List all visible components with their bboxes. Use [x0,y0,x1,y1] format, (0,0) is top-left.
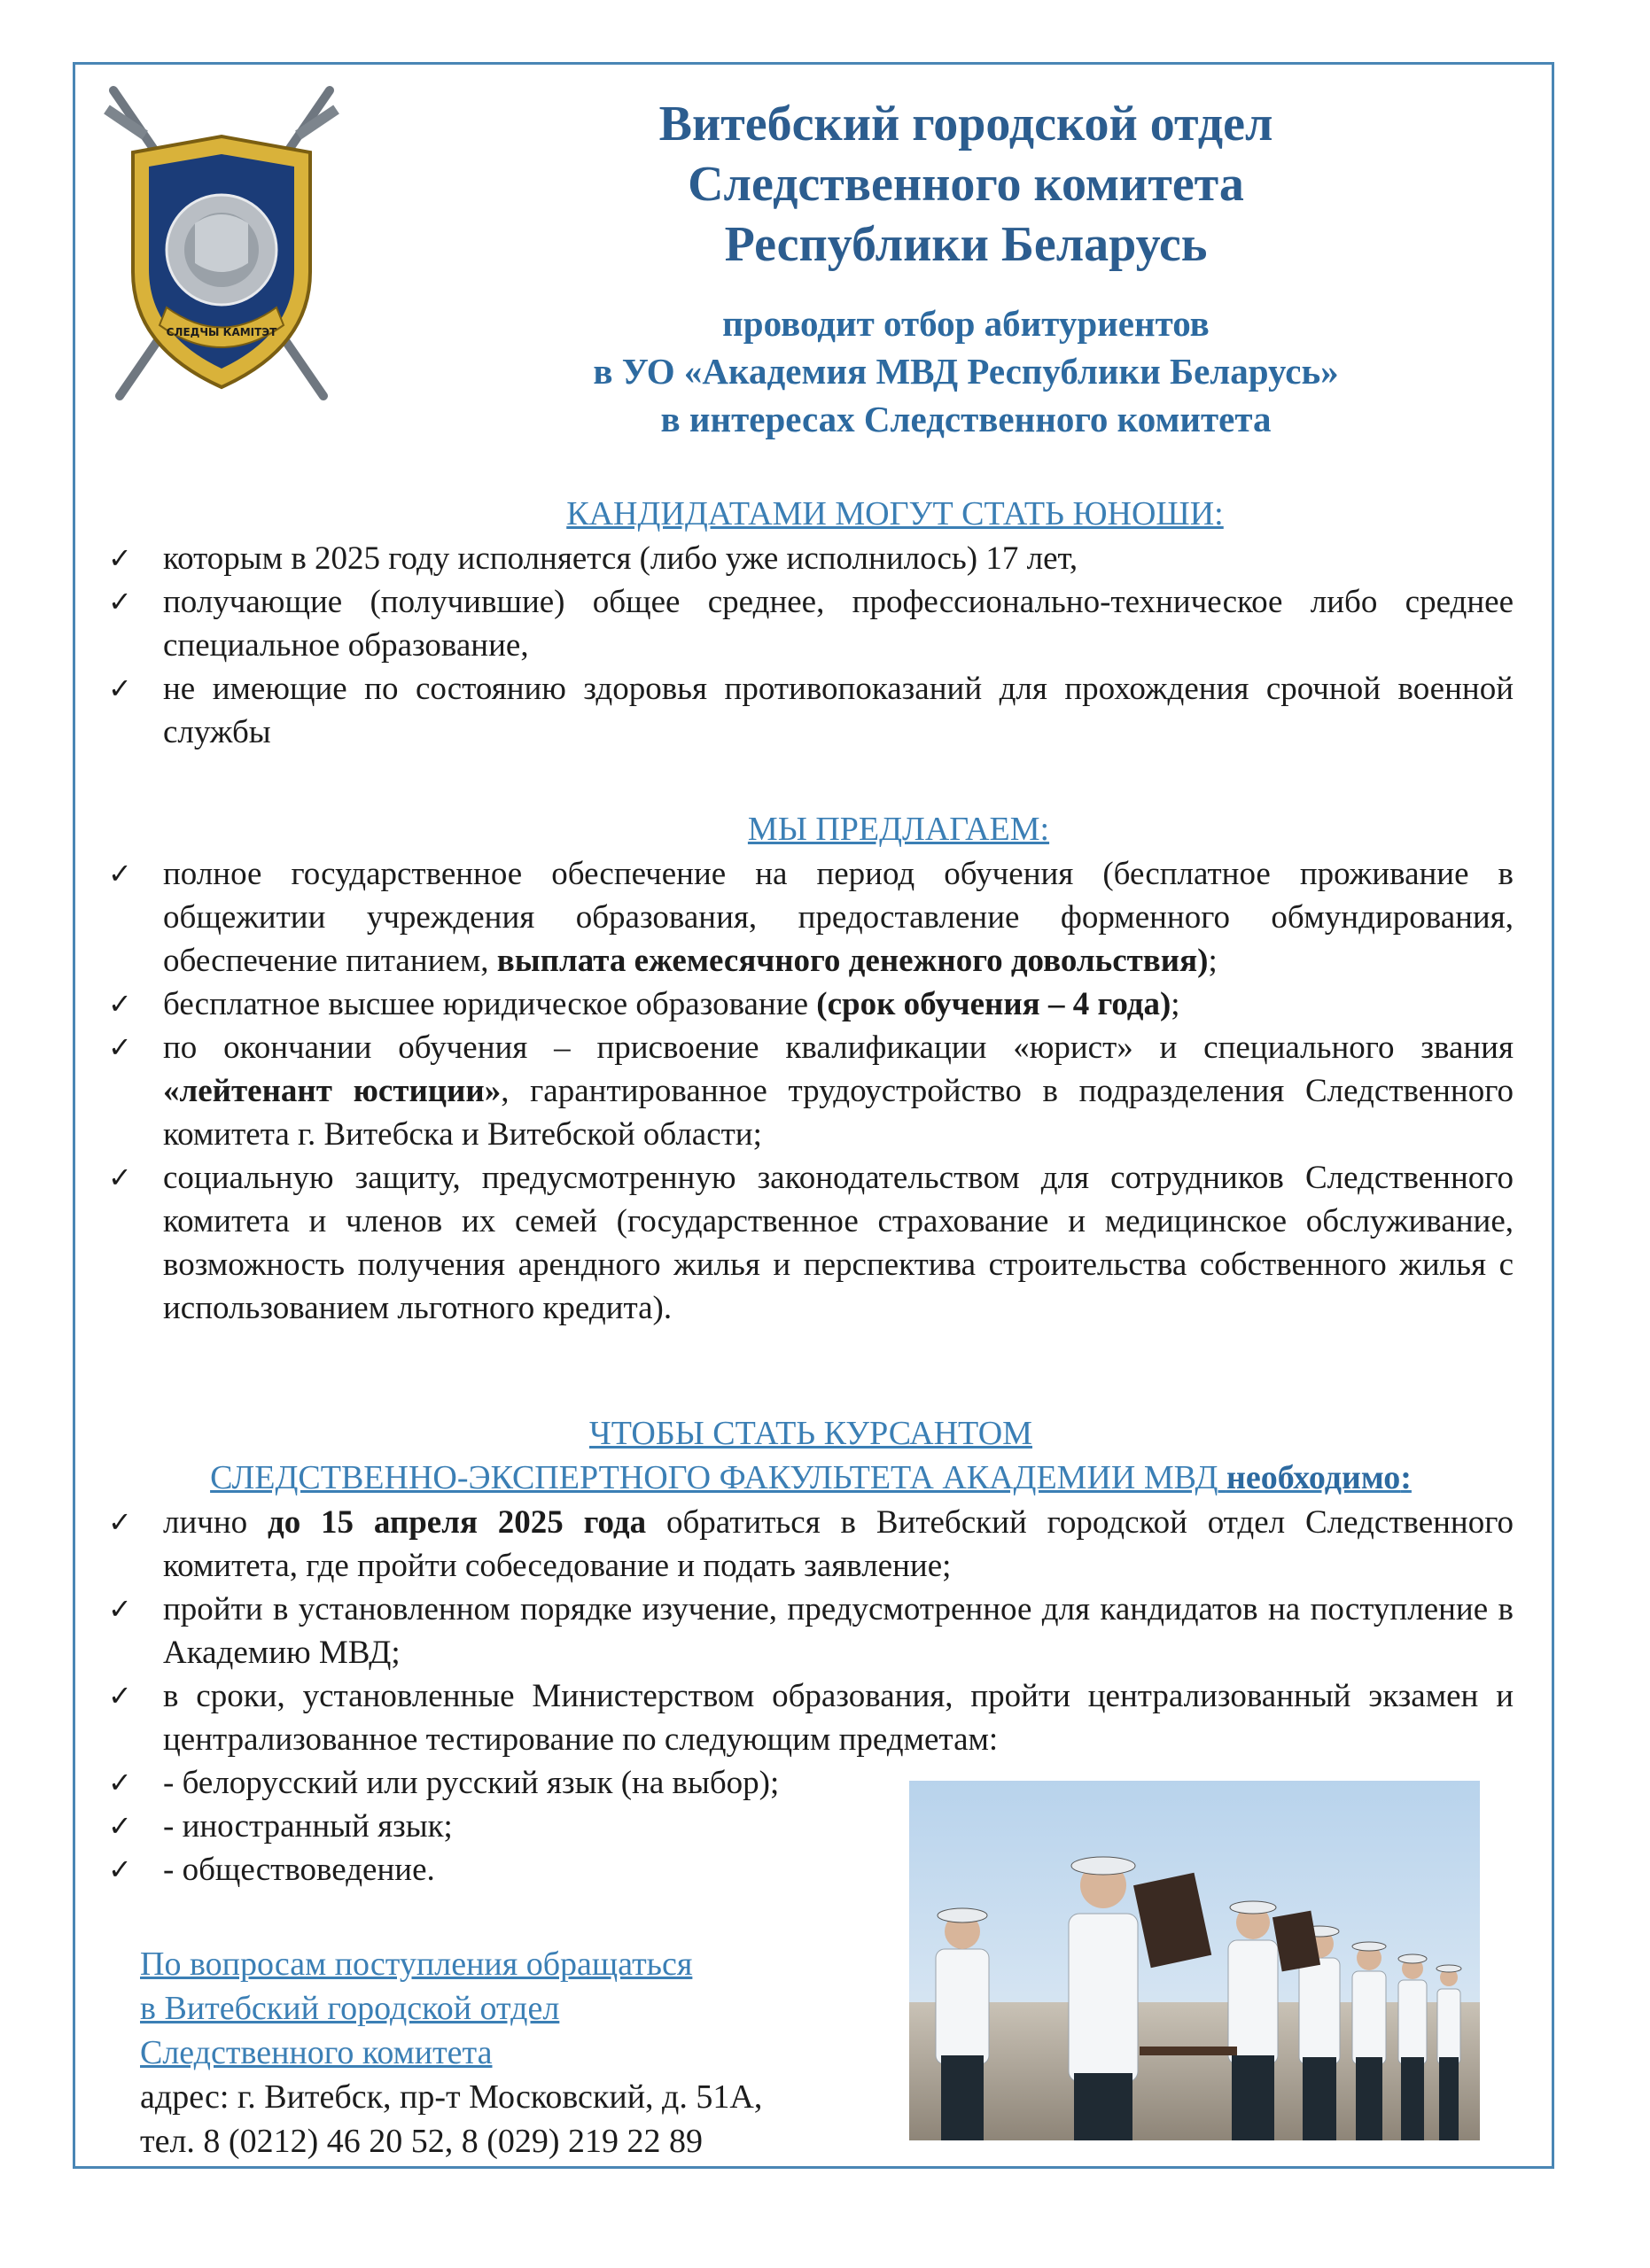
list-item-bold: выплата ежемесячного денежного довольствия) [496,943,1209,979]
candidates-list [106,537,1514,754]
list-item-tail: ; [1171,986,1180,1022]
list-item [106,537,1514,580]
check-icon: ✓ [108,1766,132,1799]
list-item [106,580,1514,667]
check-icon: ✓ [108,1679,132,1713]
list-item [106,852,1514,983]
offer-list [106,852,1514,1330]
contact-address: адрес: г. Витебск, пр-т Московский, д. 51А, [140,2078,763,2116]
list-item [106,1026,1514,1156]
list-item-text: получающие (получившие) общее среднее, профессионально-техническое либо среднее специальное образование, [163,584,1514,664]
list-item-text: полное государственное обеспечение на период обучения (бесплатное проживание в общежитии учреждения образования, предоставление форменного обмундирования, обеспечение питанием, [163,856,1514,979]
list-item-text: в сроки, установленные Министерством образования, пройти централизованный экзамен и централизованное тестирование по следующим предметам: [163,1678,1514,1758]
contact-phone: тел. 8 (0212) 46 20 52, 8 (029) 219 22 89 [140,2123,704,2160]
check-icon: ✓ [108,1852,132,1886]
list-item-text: - иностранный язык; [163,1808,453,1845]
check-icon: ✓ [108,1592,132,1626]
offer-heading: МЫ ПРЕДЛАГАЕМ: [747,811,1050,848]
title-line: Республики Беларусь [724,217,1208,272]
list-item-bold: (срок обучения – 4 года) [816,986,1171,1022]
list-item-text: социальную защиту, предусмотренную законодательством для сотрудников Следственного комитета и членов их семей (государственное страхование и медицинское обслуживание, возможность получения арендного жилья и перспектива строительства собственного жилья с использованием льготного кредита). [163,1160,1514,1326]
cadets-oath-photo [909,1781,1480,2140]
title-line: Следственного комитета [688,157,1244,212]
check-icon: ✓ [108,987,132,1021]
subtitle-line: в интересах Следственного комитета [660,399,1272,439]
list-item [106,1501,1514,1588]
subtitle [390,299,1542,443]
check-icon: ✓ [108,672,132,705]
list-item-text: по окончании обучения – присвоение квалификации «юрист» и специального звания [163,1029,1514,1066]
check-icon: ✓ [108,1161,132,1194]
check-icon: ✓ [108,541,132,575]
list-item [106,1588,1514,1674]
subtitle-line: проводит отбор абитуриентов [722,303,1210,344]
check-icon: ✓ [108,585,132,618]
contact-block [140,1942,938,2163]
list-item-tail: ; [1208,943,1218,979]
cadet-heading-text: СЛЕДСТВЕННО-ЭКСПЕРТНОГО ФАКУЛЬТЕТА АКАДЕМИИ МВД [210,1459,1218,1496]
cadet-heading-line1: ЧТОБЫ СТАТЬ КУРСАНТОМ [589,1415,1032,1452]
list-item-text: которым в 2025 году исполняется (либо уже исполнилось) 17 лет, [163,540,1078,577]
cadet-heading-suffix [1226,1459,1412,1496]
cadet-heading-line2 [106,1456,1515,1499]
list-item-bold: до 15 апреля 2025 года [268,1504,647,1541]
cadet-heading-suffix-text: необходимо [1226,1459,1401,1496]
list-item [106,1156,1514,1330]
contact-link-line[interactable]: в Витебский городской отдел [140,1990,560,2027]
check-icon: ✓ [108,1809,132,1843]
list-item-text: лично [163,1504,268,1541]
candidates-heading: КАНДИДАТАМИ МОГУТ СТАТЬ ЮНОШИ: [566,495,1224,532]
subtitle-line: в УО «Академия МВД Республики Беларусь» [593,351,1339,392]
list-item-bold: «лейтенант юстиции» [163,1073,502,1109]
list-item-tail: обратиться в Витебский городской отдел Следственного комитета, где пройти собеседование и подать заявление; [163,1504,1514,1584]
cadet-heading-colon: : [1400,1459,1412,1496]
title-line: Витебский городской отдел [658,97,1273,151]
shield-emblem-icon [97,82,346,409]
contact-link-line[interactable]: По вопросам поступления обращаться [140,1946,693,1983]
check-icon: ✓ [108,1030,132,1064]
list-item-tail: , гарантированное трудоустройство в подразделения Следственного комитета г. Витебска и Витебской области; [163,1073,1514,1153]
check-icon: ✓ [108,1505,132,1539]
emblem-badge-text: СЛЕДЧЫ КАМІТЭТ [166,326,277,338]
contact-link-line[interactable]: Следственного комитета [140,2034,493,2071]
list-item-text: - белорусский или русский язык (на выбор); [163,1765,780,1801]
organization-title [390,94,1542,275]
list-item [106,667,1514,754]
check-icon: ✓ [108,857,132,890]
list-item [106,1674,1514,1761]
list-item [106,983,1514,1026]
list-item-text: не имеющие по состоянию здоровья противопоказаний для прохождения срочной военной службы [163,671,1514,750]
list-item-text: бесплатное высшее юридическое образование [163,986,817,1022]
list-item-text: пройти в установленном порядке изучение, предусмотренное для кандидатов на поступление в Академию МВД; [163,1591,1514,1671]
list-item-text: - обществоведение. [163,1852,435,1888]
